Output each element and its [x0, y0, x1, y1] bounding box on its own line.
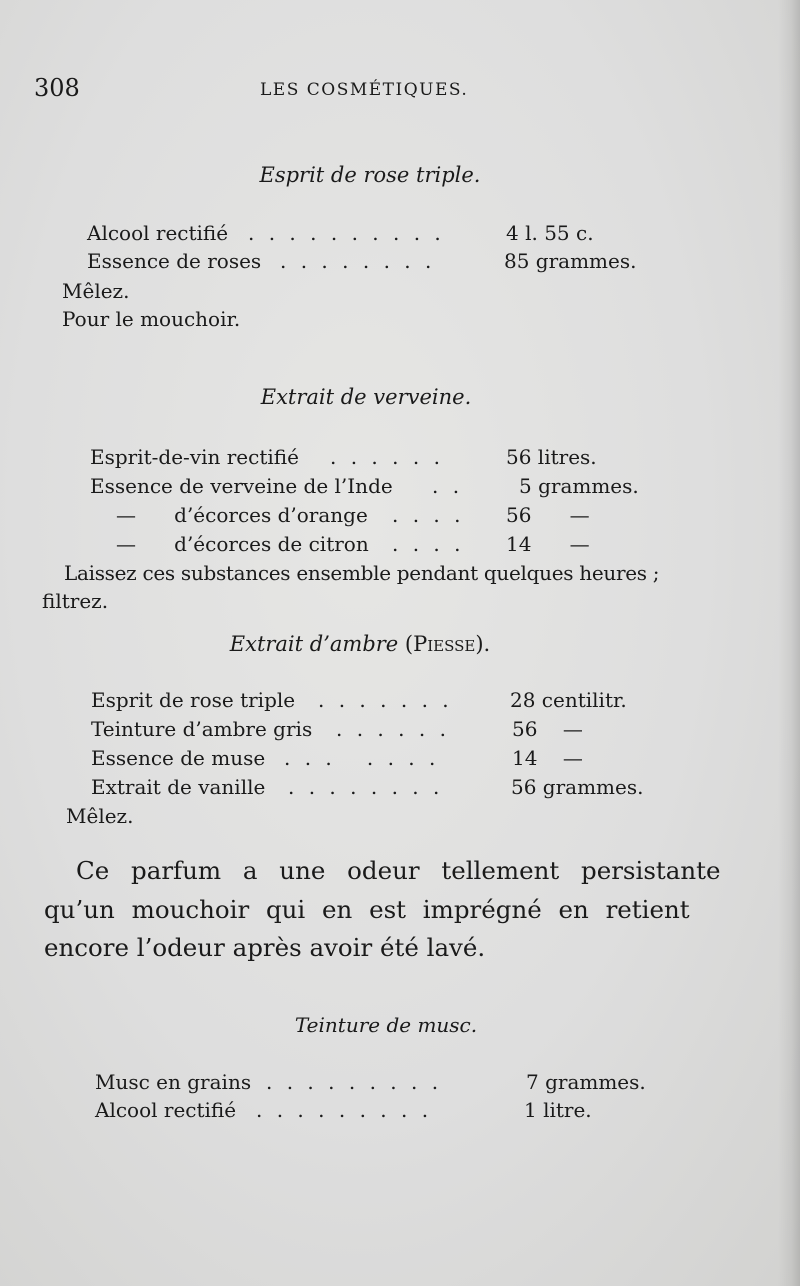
leader-dots: . . . . . . . [284, 746, 440, 770]
leader-dots: . . . . . . [330, 445, 444, 469]
page-number: 308 [34, 74, 80, 102]
note-text: Mêlez. [62, 279, 130, 303]
page-edge-shadow [778, 0, 800, 1286]
note-text: filtrez. [42, 589, 109, 613]
ingredient-quantity: 5 grammes. [519, 474, 639, 498]
ingredient-name: Extrait de vanille [91, 775, 266, 799]
ingredient-name: Essence de roses [87, 249, 262, 273]
ingredient-quantity: 56 — [506, 503, 590, 527]
ingredient-name: Teinture d’ambre gris [91, 717, 313, 741]
leader-dots: . . . . [392, 503, 465, 527]
leader-dots: . . . . . . . . [280, 249, 436, 273]
note-text: Mêlez. [66, 804, 134, 828]
recipe-title-author: (Piesse). [404, 632, 491, 656]
body-paragraph-line: Ce parfum a une odeur tellement persistante [76, 856, 721, 885]
ingredient-quantity: 85 grammes. [504, 249, 637, 273]
ingredient-quantity: 1 litre. [524, 1098, 592, 1122]
ingredient-quantity: 56 litres. [506, 445, 597, 469]
ingredient-name: Essence de verveine de l’Inde [90, 474, 393, 498]
leader-dots: . . . . . . . [318, 688, 453, 712]
note-text: Laissez ces substances ensemble pendant quelques heures ; [64, 561, 660, 585]
leader-dots: . . . . . . . . [288, 775, 444, 799]
ingredient-quantity: 14 — [506, 532, 590, 556]
ingredient-quantity: 14 — [512, 746, 583, 770]
running-title: LES COSMÉTIQUES. [260, 80, 469, 100]
leader-dots: . . . . [392, 532, 465, 556]
ingredient-name: Alcool rectifié [87, 221, 229, 245]
leader-dots: . . . . . . [336, 717, 450, 741]
recipe-title-ambre [0, 632, 740, 656]
body-paragraph-line: encore l’odeur après avoir été lavé. [44, 933, 486, 962]
ingredient-name: Musc en grains [95, 1070, 252, 1094]
ingredient-quantity: 4 l. 55 c. [506, 221, 594, 245]
note-text: Pour le mouchoir. [62, 307, 241, 331]
ingredient-name: Esprit de rose triple [91, 688, 296, 712]
recipe-title-verveine: Extrait de verveine. [260, 385, 472, 409]
ingredient-quantity: 56 grammes. [511, 775, 644, 799]
leader-dots: . . . . . . . . . . [248, 221, 445, 245]
ingredient-name: Alcool rectifié [95, 1098, 237, 1122]
recipe-title-text: Extrait d’ambre [229, 632, 399, 656]
recipe-title-rose: Esprit de rose triple. [259, 163, 481, 187]
ingredient-quantity: 28 centilitr. [510, 688, 627, 712]
ingredient-name: Esprit-de-vin rectifié [90, 445, 299, 469]
ingredient-name: Essence de muse [91, 746, 266, 770]
body-paragraph-line: qu’un mouchoir qui en est imprégné en retient [44, 895, 690, 924]
leader-dots: . . [432, 474, 464, 498]
ingredient-quantity: 56 — [512, 717, 583, 741]
ingredient-name: — d’écorces d’orange [116, 503, 368, 527]
leader-dots: . . . . . . . . . [266, 1070, 443, 1094]
recipe-title-musc: Teinture de musc. [294, 1013, 478, 1037]
ingredient-quantity: 7 grammes. [526, 1070, 646, 1094]
ingredient-name: — d’écorces de citron [116, 532, 369, 556]
leader-dots: . . . . . . . . . [256, 1098, 433, 1122]
